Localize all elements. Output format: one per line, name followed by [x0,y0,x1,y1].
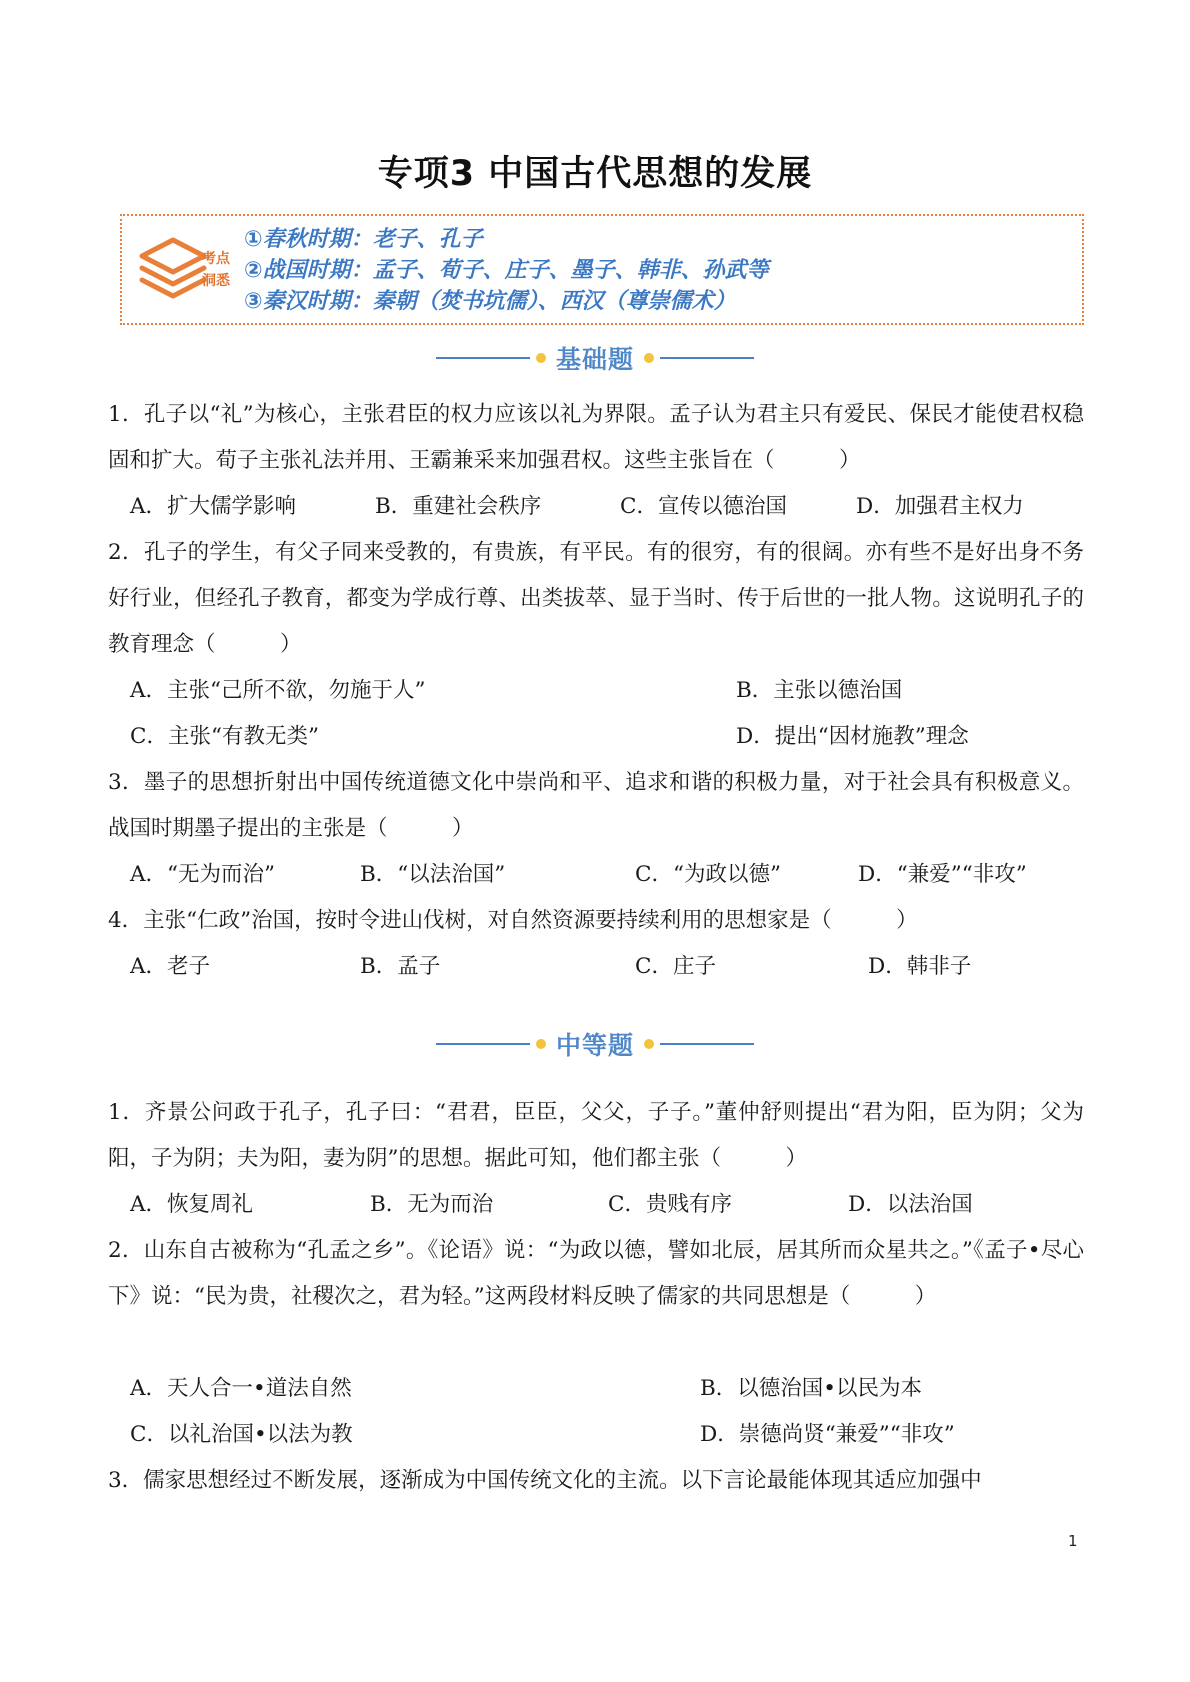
option-row [130,714,1084,760]
option[interactable]: B．以德治国•以民为本 [700,1376,922,1401]
option[interactable]: C．贵贱有序 [608,1192,732,1217]
section-header-intermediate [0,1024,1190,1064]
option[interactable]: D．提出“因材施教”理念 [736,724,969,749]
option[interactable]: A．恢复周礼 [130,1192,254,1217]
key-point-line: ②战国时期：孟子、荀子、庄子、墨子、韩非、孙武等 [244,258,769,283]
layers-icon [134,234,212,312]
option[interactable]: B．无为而治 [370,1192,494,1217]
option-row [130,852,1084,898]
option[interactable]: D．“兼爱”“非攻” [858,862,1027,887]
option-row [130,1412,1084,1458]
option-row [130,668,1084,714]
section-header-basic [0,338,1190,378]
option[interactable]: B．“以法治国” [360,862,506,887]
key-point-line: ③秦汉时期：秦朝（焚书坑儒）、西汉（尊崇儒术） [244,289,736,314]
question-stem: 1．齐景公问政于孔子，孔子曰：“君君，臣臣，父父，子子。”董仲舒则提出“君为阳，臣为阴；父为阳，子为阴；夫为阳，妻为阴”的思想。据此可知，他们都主张（ ） [108,1100,1084,1171]
page-number: 1 [1068,1532,1078,1550]
option-row [130,1182,1084,1228]
option[interactable]: B．重建社会秩序 [375,494,542,519]
option[interactable]: A．“无为而治” [130,862,276,887]
option-row [130,944,1084,990]
option[interactable]: D．加强君主权力 [856,494,1024,519]
option[interactable]: C．以礼治国•以法为教 [130,1422,353,1447]
option[interactable]: C．“为政以德” [635,862,781,887]
question-stem: 2．山东自古被称为“孔孟之乡”。《论语》说：“为政以德，譬如北辰，居其所而众星共之。”《孟子•尽心下》说：“民为贵，社稷次之，君为轻。”这两段材料反映了儒家的共同思想是（ ） [108,1238,1084,1309]
question-stem: 3．儒家思想经过不断发展，逐渐成为中国传统文化的主流。以下言论最能体现其适应加强中 [108,1468,982,1493]
question-stem: 4．主张“仁政”治国，按时令进山伐树，对自然资源要持续利用的思想家是（ ） [108,908,918,933]
option[interactable]: A．天人合一•道法自然 [130,1376,352,1401]
key-point-line: ①春秋时期：老子、孔子 [244,227,483,252]
option[interactable]: C．庄子 [635,954,716,979]
option[interactable]: A．扩大儒学影响 [130,494,297,519]
option[interactable]: B．主张以德治国 [736,678,903,703]
option[interactable]: A．老子 [130,954,211,979]
option[interactable]: C．宣传以德治国 [620,494,787,519]
section-heading: 基础题 [555,345,634,374]
question-stem: 2．孔子的学生，有父子同来受教的，有贵族，有平民。有的很穷，有的很阔。亦有些不是好出身不务好行业，但经孔子教育，都变为学成行尊、出类拔萃、显于当时、传于后世的一批人物。这说明孔子的教育理念（ ） [108,540,1084,657]
option[interactable]: A．主张“己所不欲，勿施于人” [130,678,426,703]
option-row [130,484,1084,530]
option-row [130,1366,1084,1412]
option[interactable]: D．崇德尚贤“兼爱”“非攻” [700,1422,955,1447]
option[interactable]: D．以法治国 [848,1192,973,1217]
page-title: 专项3 中国古代思想的发展 [377,154,813,194]
key-points-label: 考点 洞悉 [202,251,230,289]
section-heading: 中等题 [555,1031,634,1060]
option[interactable]: D．韩非子 [868,954,972,979]
option[interactable]: B．孟子 [360,954,441,979]
key-points-box [120,214,1084,325]
question-stem: 3．墨子的思想折射出中国传统道德文化中崇尚和平、追求和谐的积极力量，对于社会具有积极意义。战国时期墨子提出的主张是（ ） [108,770,1084,841]
option[interactable]: C．主张“有教无类” [130,724,319,749]
question-stem: 1．孔子以“礼”为核心，主张君臣的权力应该以礼为界限。孟子认为君主只有爱民、保民才能使君权稳固和扩大。荀子主张礼法并用、王霸兼采来加强君权。这些主张旨在（ ） [108,402,1084,473]
